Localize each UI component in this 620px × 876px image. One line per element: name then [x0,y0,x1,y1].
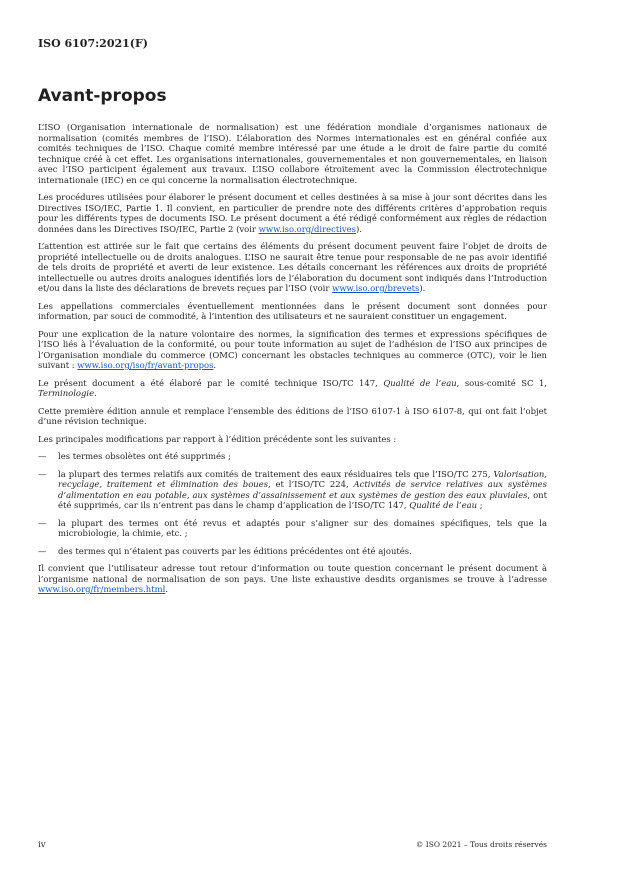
dash-marker: — [38,517,47,528]
paragraph-changes-intro: Les principales modifications par rapport à l’édition précédente sont les suivantes : [38,433,397,444]
paragraph-patents [38,241,547,294]
page-title: Avant-propos [38,86,167,106]
committee-title: Qualité de l’eau [383,377,457,388]
paragraph-committee [38,378,547,399]
paragraph-text: Pour une explication de la nature volontaire des normes, la signification des termes et expressions spécifiques de l’ISO liés à l’évaluation de la conformité, ou pour toute information au sujet de l’adhésion de l’ISO aux principes de l’Organisation mondiale du commerce (OMC) concernant les obstacles techniques au commerce (OTC), voir le lien suivant : [38,328,547,370]
list-item [38,518,547,539]
list-item-text: les termes obsolètes ont été supprimés ; [58,451,231,461]
list-text: , et l’ISO/TC 224, [268,479,354,489]
list-text: , ont été supprimés, car ils n’entrent pas dans le champ d’application de l’ISO/TC 147, [58,489,547,510]
dash-marker: — [38,545,47,556]
paragraph-text: Les procédures utilisées pour élaborer le présent document et celles destinées à sa mise à jour sont décrites dans les Directives ISO/IEC, Partie 1. Il convient, en particulier de prendre note des différents critères d’approbation requis pour les différents types de documents ISO. Le présent document a été rédigé conformément aux règles de rédaction données dans les Directives ISO/IEC, Partie 2 (voir [38,192,547,234]
dash-marker: — [38,451,47,461]
list-text: ; [477,500,483,510]
paragraph-text: L’attention est attirée sur le fait que certains des éléments du présent document peuvent faire l’objet de droits de propriété intellectuelle ou de droits analogues. L’ISO ne saurait être tenue pour responsable de ne pas avoir identifié de tels droits de propriété et averti de leur existence. Les détails concernant les références aux droits de propriété intellectuelle ou autres droits analogues identifiés lors de l’élaboration du document sont indiqués dans l’Introduction et/ou dans la liste des déclarations de brevets reçues par l’ISO (voir [38,241,547,293]
paragraph-edition: Cette première édition annule et remplace l’ensemble des éditions de l’ISO 6107-1 à ISO 6107-8, qui ont fait l’objet d’une révision technique. [38,405,547,426]
paragraph-end: . [213,360,217,370]
members-link[interactable]: www.iso.org/fr/members.html [38,584,166,594]
subcommittee-title: Terminologie [38,388,95,398]
paragraph-text: Il convient que l’utilisateur adresse tout retour d’information ou toute question concernant le présent document à l’organisme national de normalisation de son pays. Une liste exhaustive desdits organismes se trouve à l’adresse [38,563,547,584]
directives-link[interactable]: www.iso.org/directives [258,223,357,234]
paragraph-end: ). [419,283,426,293]
paragraph-iso-intro: L’ISO (Organisation internationale de normalisation) est une fédération mondiale d’organismes nationaux de normalisation (comités membres de l’ISO). L’élaboration des Normes internationales est en général confiée aux comités techniques de l’ISO. Chaque comité membre intéressé par une étude a le droit de faire partie du comité technique créé à cet effet. Les organisations internationales, gouvernementales et non gouvernementales, en liaison avec l’ISO participent également aux travaux. L’ISO collabore étroitement avec la Commission électrotechnique internationale (IEC) en ce qui concerne la normalisation électrotechnique. [38,122,547,185]
list-item-text [58,469,547,511]
paragraph-feedback [38,563,547,595]
document-id-header: ISO 6107:2021(F) [38,37,149,50]
committee-title: Activités de service relatives aux systèmes d’alimentation en eau potable, aux systèmes d’assainissement et aux systèmes de gestion des eaux pluviales [58,479,547,500]
list-item [38,546,547,557]
paragraph-text: Le présent document a été élaboré par le comité technique ISO/TC 147, [38,377,384,388]
paragraph-end: . [94,388,97,398]
committee-title: Valorisation, recyclage, traitement et élimination des boues [58,468,547,489]
patents-link[interactable]: www.iso.org/brevets [332,283,420,293]
page-number: iv [38,840,46,850]
foreword-body [38,122,547,602]
list-item-text: la plupart des termes ont été revus et adaptés pour s’aligner sur des domaines spécifiques, tels que la microbiologie, la chimie, etc. ; [58,517,547,538]
foreword-link[interactable]: www.iso.org/iso/fr/avant-propos [77,360,214,370]
committee-title: Qualité de l’eau [409,500,478,510]
paragraph-voluntary-nature [38,329,547,371]
list-item [38,469,547,511]
paragraph-end: ). [356,223,362,234]
list-item-text: des termes qui n’étaient pas couverts par les éditions précédentes ont été ajoutés. [58,545,412,556]
list-item [38,451,547,462]
dash-marker: — [38,468,47,479]
paragraph-text: , sous-comité SC 1, [456,377,547,388]
paragraph-procedures [38,192,547,234]
paragraph-end: . [165,584,168,594]
list-text: la plupart des termes relatifs aux comités de traitement des eaux résiduaires tels que l’ISO/TC 275, [58,468,494,479]
copyright-notice: © ISO 2021 – Tous droits réservés [415,840,547,849]
paragraph-trade-names: Les appellations commerciales éventuellement mentionnées dans le présent document sont données pour information, par souci de commodité, à l’intention des utilisateurs et ne sauraient constituer un engagement. [38,300,547,321]
